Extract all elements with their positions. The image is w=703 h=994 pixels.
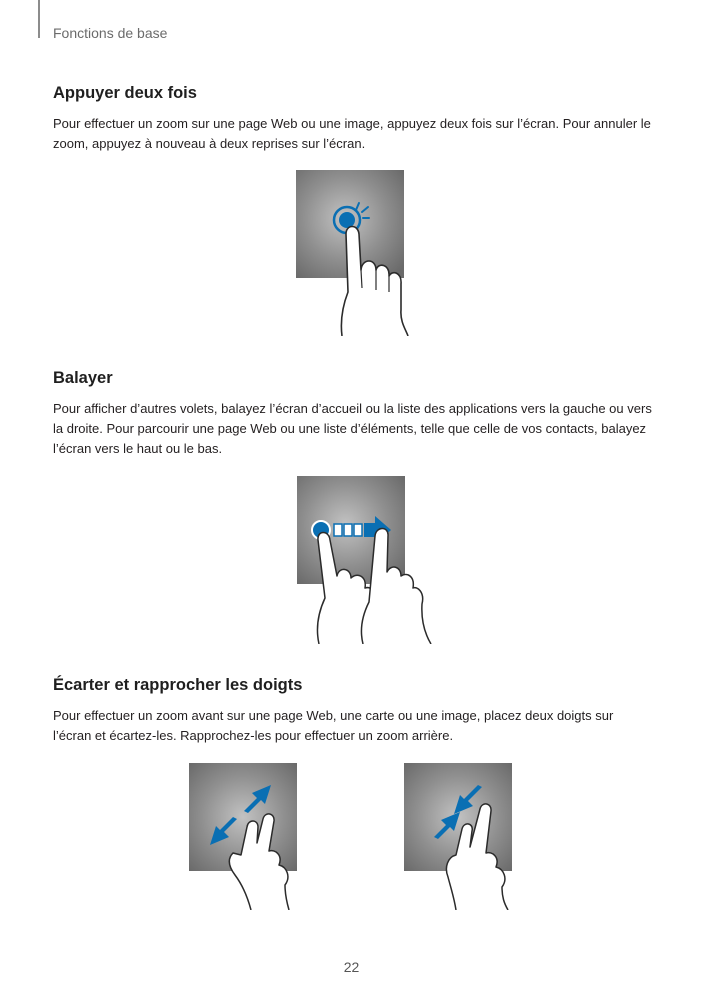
section-title-double-tap: Appuyer deux fois xyxy=(53,84,197,102)
tap-point xyxy=(339,212,355,228)
swipe-illustration xyxy=(297,476,437,644)
page-number: 22 xyxy=(343,959,360,975)
running-header: Fonctions de base xyxy=(53,25,168,41)
section-body-double-tap: Pour effectuer un zoom sur une page Web ou une image, appuyez deux fois sur l’écran. Pour annuler le zoom, appuyez à nouveau à deux reprises sur l’écran. xyxy=(53,116,651,151)
pinch-illustration xyxy=(404,763,534,910)
section-body-pinch: Pour effectuer un zoom avant sur une page Web, une carte ou une image, placez deux doigts sur l’écran et écartez-les. Rapprochez-les pour effectuer un zoom arrière. xyxy=(53,708,614,743)
double-tap-illustration xyxy=(296,170,416,336)
spread-illustration xyxy=(189,763,319,910)
section-title-pinch: Écarter et rapprocher les doigts xyxy=(53,676,303,694)
section-title-swipe: Balayer xyxy=(53,369,113,387)
section-body-swipe: Pour afficher d’autres volets, balayez l’écran d’accueil ou la liste des applications vers la gauche ou vers la droite. Pour parcourir une page Web ou une liste d’éléments, telle que celle de vos contacts, balayez l’écran vers le haut ou le bas. xyxy=(53,401,652,456)
header-divider xyxy=(38,0,40,38)
